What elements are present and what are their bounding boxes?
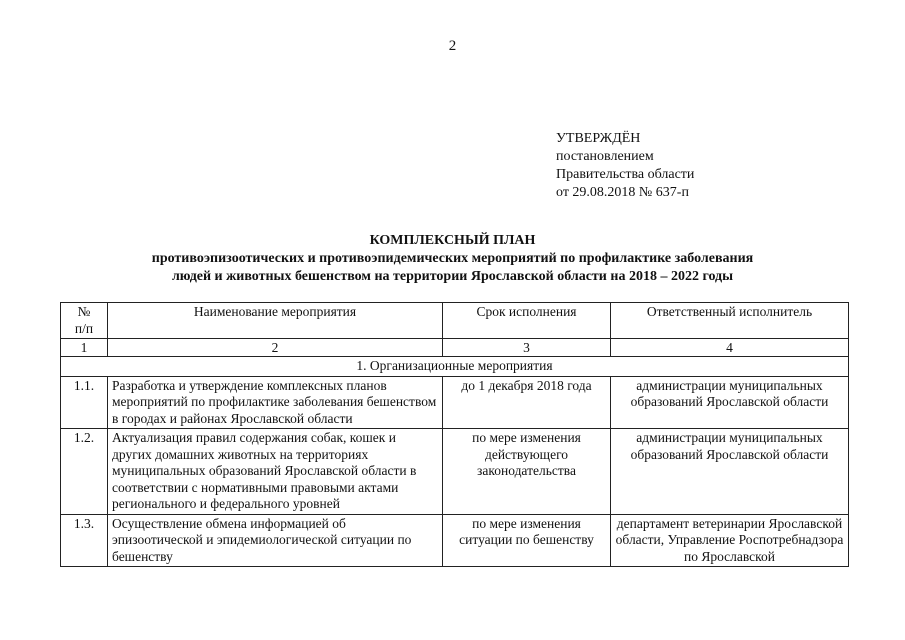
header-responsible: Ответственный исполнитель: [611, 303, 849, 339]
column-index-2: 2: [108, 339, 443, 357]
header-num-line-2: п/п: [74, 320, 94, 336]
header-num-line-1: №: [77, 304, 91, 319]
table-row: [61, 514, 849, 567]
approval-stamp: [556, 130, 694, 202]
column-index-4: 4: [611, 339, 849, 357]
row-deadline: до 1 декабря 2018 года: [443, 376, 611, 429]
row-name: Актуализация правил содержания собак, кошек и других домашних животных на территориях муниципальных образований Ярославской области в соответствии с нормативными правовыми актами регионального и федерального уровней: [108, 429, 443, 515]
approval-line-4: от 29.08.2018 № 637-п: [556, 185, 689, 200]
column-index-3: 3: [443, 339, 611, 357]
row-responsible: администрации муниципальных образований Ярославской области: [611, 429, 849, 515]
title-line-2: противоэпизоотических и противоэпидемических мероприятий по профилактике заболевания: [151, 251, 754, 266]
row-responsible: администрации муниципальных образований Ярославской области: [611, 376, 849, 429]
page-number: 2: [448, 38, 457, 54]
table-row: [61, 376, 849, 429]
row-deadline: по мере изменения действующего законодательства: [443, 429, 611, 515]
row-number: 1.1.: [61, 376, 108, 429]
header-deadline: Срок исполнения: [443, 303, 611, 339]
header-name: Наименование мероприятия: [108, 303, 443, 339]
approval-line-1: УТВЕРЖДЁН: [556, 131, 641, 146]
row-name: Разработка и утверждение комплексных планов мероприятий по профилактике заболевания бешенством в городах и районах Ярославской области: [108, 376, 443, 429]
column-index-1: 1: [61, 339, 108, 357]
row-number: 1.2.: [61, 429, 108, 515]
table-header-row: [61, 303, 849, 339]
row-deadline: по мере изменения ситуации по бешенству: [443, 514, 611, 567]
table-row: [61, 429, 849, 515]
approval-line-2: постановлением: [556, 149, 654, 164]
header-num: [61, 303, 108, 339]
document-title: [0, 232, 905, 286]
approval-line-3: Правительства области: [556, 167, 695, 182]
section-row: [61, 357, 849, 377]
title-line-3: людей и животных бешенством на территории Ярославской области на 2018 – 2022 годы: [171, 269, 734, 284]
column-index-row: [61, 339, 849, 357]
row-responsible: департамент ветеринарии Ярославской области, Управление Роспотребнадзора по Ярославской: [611, 514, 849, 567]
row-number: 1.3.: [61, 514, 108, 567]
plan-table: [60, 302, 849, 567]
section-heading: 1. Организационные мероприятия: [61, 357, 849, 377]
title-heading: КОМПЛЕКСНЫЙ ПЛАН: [369, 233, 536, 248]
row-name: Осуществление обмена информацией об эпизоотической и эпидемиологической ситуации по бешенству: [108, 514, 443, 567]
